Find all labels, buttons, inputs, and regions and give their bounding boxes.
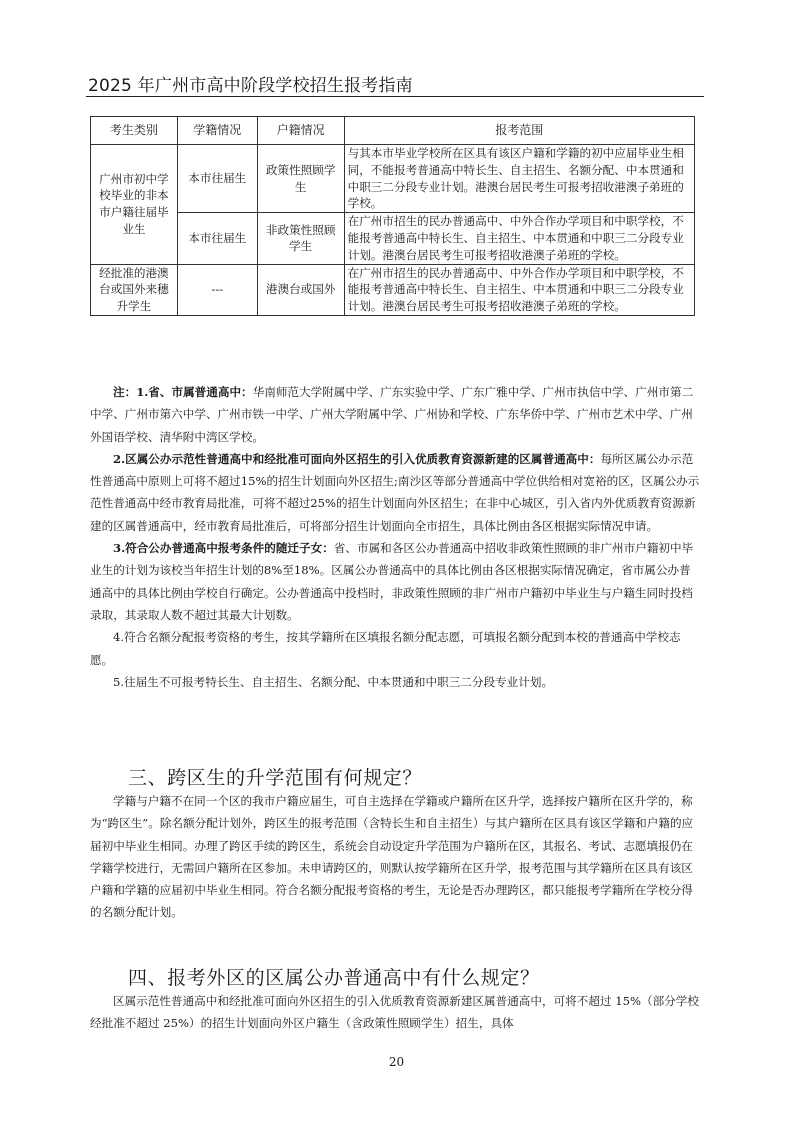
table-row [91, 264, 695, 315]
section-4-paragraph: 区属示范性普通高中和经批准可面向外区招生的引入优质教育资源新建区属普通高中，可将不超过 15%（部分学校经批准不超过 25%）的招生计划面向外区户籍生（含政策性照顾学生）招生，具体 [90, 994, 699, 1031]
note-3-text: 省、市属和各区公办普通高中招收非政策性照顾的非广州市户籍初中毕业生的计划为该校当年招生计划的8%至18%。区属公办普通高中的具体比例由各区根据实际情况确定，省市属公办普通高中的具体比例由学校自行确定。公办普通高中投档时，非政策性照顾的非广州市户籍初中毕业生与户籍生同时投档录取，其录取人数不超过其最大计划数。 [90, 541, 694, 622]
range-cell: 在广州市招生的民办普通高中、中外合作办学项目和中职学校，不能报考普通高中特长生、自主招生、中本贯通和中职三二分段专业计划。港澳台居民考生可报考招收港澳子弟班的学校。 [344, 213, 694, 264]
note-3 [90, 537, 702, 626]
huji-cell: 非政策性照顾学生 [257, 213, 344, 264]
table-header-row [91, 117, 695, 145]
note-1 [90, 381, 702, 448]
note-5: 5.往届生不可报考特长生、自主招生、名额分配、中本贯通和中职三二分段专业计划。 [113, 674, 554, 689]
category-cell: 广州市初中学校毕业的非本市户籍往届毕业生 [91, 145, 178, 265]
range-cell: 与其本市毕业学校所在区具有该区户籍和学籍的初中应届毕业生相同，不能报考普通高中特长生、自主招生、名额分配、中本贯通和中职三二分段专业计划。港澳台居民考生可报考招收港澳子弟班的学校。 [344, 145, 694, 213]
note-2-text: 每所区属公办示范性普通高中原则上可将不超过15%的招生计划面向外区招生;南沙区等部分普通高中学位供给相对宽裕的区，区属公办示范性普通高中经市教育局批准，可将不超过25%的招生计划面向外区招生；在非中心城区，引入省内外优质教育资源新建的区属普通高中，经市教育局批准后，可将部分招生计划面向全市招生，具体比例由各区根据实际情况申请。 [90, 451, 700, 533]
page-header-title: 2025 年广州市高中阶段学校招生报考指南 [88, 76, 413, 96]
xueji-cell: 本市往届生 [177, 145, 257, 213]
table-header-cell: 考生类别 [91, 117, 178, 145]
huji-cell: 政策性照顾学生 [257, 145, 344, 213]
table-header-cell: 学籍情况 [177, 117, 257, 145]
header-rule [86, 96, 704, 97]
table-header-cell: 户籍情况 [257, 117, 344, 145]
note-3-label: 3.符合公办普通高中报考条件的随迁子女： [113, 541, 334, 556]
section-4-body [90, 990, 702, 1035]
note-2 [90, 448, 702, 537]
section-3-paragraph: 学籍与户籍不在同一个区的我市户籍应届生，可自主选择在学籍或户籍所在区升学，选择按户籍所在区升学的，称为“跨区生”。除名额分配计划外，跨区生的报考范围（含特长生和自主招生）与其户籍所在区具有该区学籍和户籍的应届初中毕业生相同。办理了跨区手续的跨区生，系统会自动设定升学范围为户籍所在区，其报名、考试、志愿填报仍在学籍学校进行，无需回户籍所在区参加。未申请跨区的，则默认按学籍所在区升学，报考范围与其学籍所在区具有该区户籍和学籍的应届初中毕业生相同。符合名额分配报考资格的考生，无论是否办理跨区，都只能报考学籍所在学校分得的名额分配计划。 [90, 794, 694, 920]
enrollment-scope-table [90, 116, 695, 316]
xueji-cell: --- [177, 264, 257, 315]
note-1-label: 注：1.省、市属普通高中： [113, 385, 253, 399]
note-1-text: 华南师范大学附属中学、广东实验中学、广东广雅中学、广州市执信中学、广州市第二中学、广州市第六中学、广州市铁一中学、广州大学附属中学、广州协和学校、广东华侨中学、广州市艺术中学、广州外国语学校、清华附中湾区学校。 [90, 385, 694, 444]
category-cell: 经批准的港澳台或国外来穗升学生 [91, 264, 178, 315]
table-row [91, 145, 695, 213]
range-cell: 在广州市招生的民办普通高中、中外合作办学项目和中职学校，不能报考普通高中特长生、自主招生、中本贯通和中职三二分段专业计划。港澳台居民考生可报考招收港澳子弟班的学校。 [344, 264, 694, 315]
xueji-cell: 本市往届生 [177, 213, 257, 264]
table-header-cell: 报考范围 [344, 117, 694, 145]
table-row [91, 213, 695, 264]
page-number: 20 [388, 1055, 405, 1069]
notes-block [90, 381, 702, 693]
note-4: 4.符合名额分配报考资格的考生，按其学籍所在区填报名额分配志愿，可填报名额分配到本校的普通高中学校志愿。 [90, 630, 681, 667]
huji-cell: 港澳台或国外 [257, 264, 344, 315]
section-3-heading: 三、跨区生的升学范围有何规定？ [128, 767, 423, 789]
section-4-heading: 四、报考外区的区属公办普通高中有什么规定？ [128, 967, 540, 989]
note-2-label: 2.区属公办示范性普通高中和经批准可面向外区招生的引入优质教育资源新建的区属普通高中： [113, 451, 601, 466]
section-3-body [90, 790, 702, 924]
